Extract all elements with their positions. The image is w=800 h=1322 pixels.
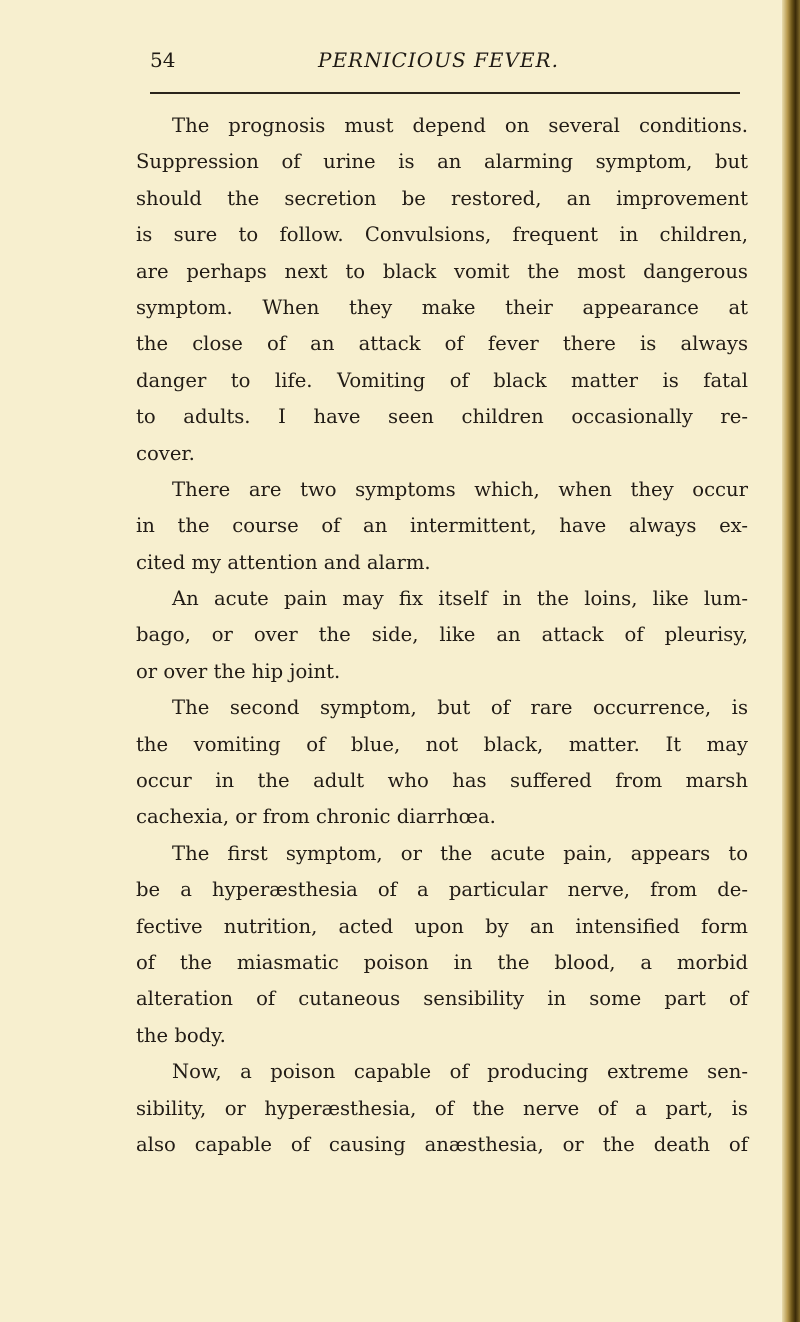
text-line: the body. — [136, 1023, 226, 1047]
page-number: 54 — [150, 48, 176, 72]
page-edge — [782, 0, 800, 1322]
text-line: An acute pain may fix itself in the loins, like lum- — [172, 587, 748, 611]
text-line: the close of an attack of fever there is always — [136, 332, 748, 356]
text-line: cachexia, or from chronic diarrhœa. — [136, 805, 496, 829]
text-line: of the miasmatic poison in the blood, a morbid — [136, 950, 748, 974]
body-text — [136, 108, 748, 1163]
text-line: are perhaps next to black vomit the most dangerous — [136, 259, 748, 283]
text-line: The prognosis must depend on several conditions. — [172, 114, 748, 137]
header-rule — [150, 92, 740, 94]
text-line: cited my attention and alarm. — [136, 550, 431, 574]
running-title: PERNICIOUS FEVER. — [318, 48, 559, 72]
text-line: Suppression of urine is an alarming symptom, but — [136, 150, 748, 174]
text-line: alteration of cutaneous sensibility in some part of — [136, 987, 748, 1011]
text-line: to adults. I have seen children occasionally re- — [136, 405, 748, 429]
text-line: in the course of an intermittent, have always ex- — [136, 514, 748, 538]
text-line: symptom. When they make their appearance at — [136, 295, 748, 319]
text-line: be a hyperæsthesia of a particular nerve, from de- — [136, 878, 748, 902]
text-line: bago, or over the side, like an attack of pleurisy, — [136, 623, 748, 647]
text-line: or over the hip joint. — [136, 659, 341, 683]
text-line: fective nutrition, acted upon by an intensified form — [136, 914, 748, 938]
text-line: Now, a poison capable of producing extreme sen- — [172, 1060, 748, 1084]
text-line: The first symptom, or the acute pain, appears to — [172, 841, 748, 865]
text-line: cover. — [136, 441, 195, 465]
text-line: is sure to follow. Convulsions, frequent in children, — [136, 223, 748, 247]
text-line: sibility, or hyperæsthesia, of the nerve of a part, is — [136, 1096, 748, 1120]
text-line: also capable of causing anæsthesia, or the death of — [136, 1132, 748, 1156]
text-line: There are two symptoms which, when they occur — [172, 477, 748, 501]
text-line: The second symptom, but of rare occurrence, is — [172, 696, 748, 720]
text-line: should the secretion be restored, an improvement — [136, 186, 748, 210]
page-header — [150, 48, 740, 82]
text-line: danger to life. Vomiting of black matter is fatal — [136, 368, 748, 392]
text-line: the vomiting of blue, not black, matter. It may — [136, 732, 748, 756]
text-line: occur in the adult who has suffered from marsh — [136, 769, 748, 793]
